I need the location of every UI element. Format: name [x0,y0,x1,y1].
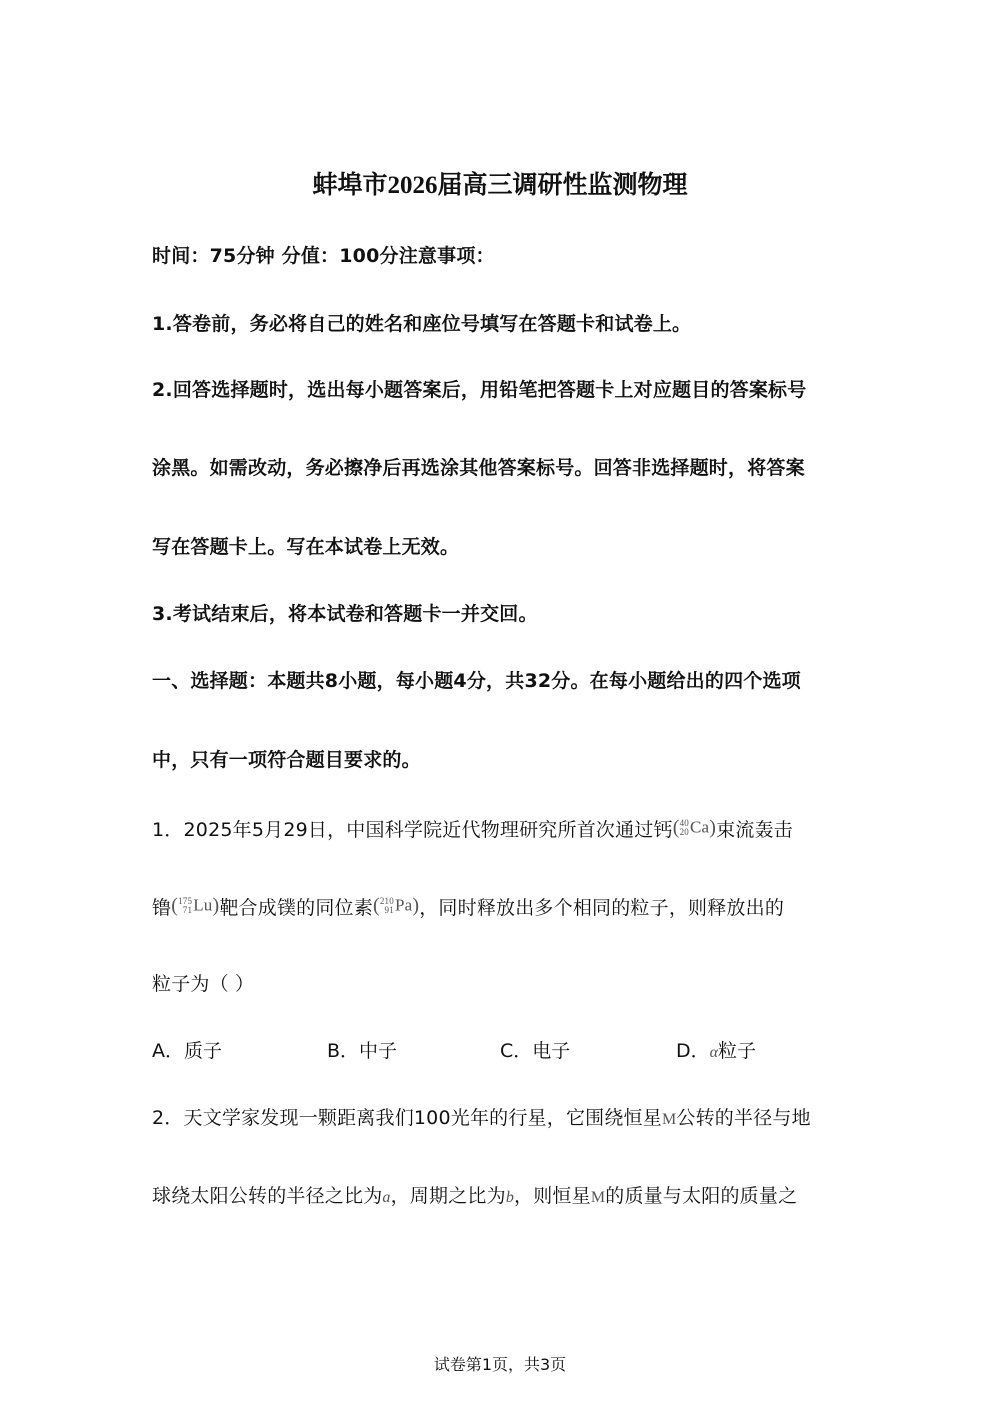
q1-text: 镥 [152,897,172,919]
q2-text: 球绕太阳公转的半径之比为 [152,1185,383,1207]
notice-line-3: 涂黑。如需改动，务必擦净后再选涂其他答案标号。回答非选择题时，将答案 [152,457,805,479]
isotope-symbol: Ca [690,817,710,837]
ratio-symbol-b: b [505,1189,515,1206]
isotope-atomic: 20 [679,826,689,837]
ratio-symbol-a: a [382,1189,391,1206]
q1-text: 1．2025年5月29日，中国科学院近代物理研究所首次通过钙 [152,819,673,841]
exam-info: 时间：75分钟 分值：100分注意事项： [152,245,495,267]
notice-line-4: 写在答题卡上。写在本试卷上无效。 [152,536,460,558]
option-prefix: D． [676,1040,710,1062]
isotope-protactinium: ( 210 91 Pa) [372,894,420,917]
isotope-atomic: 71 [182,904,193,915]
isotope-mass: 40 [679,817,689,828]
alpha-symbol: α [709,1044,719,1061]
q1-text: 束流轰击 [716,819,793,841]
q1-option-d [676,1037,756,1067]
q2-text: ，则恒星 [514,1185,591,1207]
notice-line-2: 2.回答选择题时，选出每小题答案后，用铅笔把答题卡上对应题目的答案标号 [152,379,807,401]
q1-option-a: A．质子 [152,1040,222,1062]
q2-line-1 [152,1104,811,1134]
isotope-calcium: ( 40 20 Ca) [672,816,717,839]
q1-option-b: B．中子 [327,1040,398,1062]
notice-line-5: 3.考试结束后，将本试卷和答题卡一并交回。 [152,603,538,625]
star-symbol: M [590,1189,606,1206]
isotope-atomic: 91 [384,904,394,915]
isotope-mass: 175 [178,895,193,906]
page-footer: 试卷第1页，共3页 [433,1355,567,1374]
q1-text: 靶合成镤的同位素 [219,897,373,919]
q1-line-3: 粒子为（ ） [152,973,255,995]
isotope-symbol: Lu [193,895,213,915]
q2-line-2 [152,1182,797,1212]
option-suffix: 粒子 [718,1040,757,1062]
isotope-symbol: Pa [394,895,413,915]
section-heading-line-2: 中，只有一项符合题目要求的。 [152,749,421,771]
q2-text: 的质量与太阳的质量之 [605,1185,798,1207]
page-title: 蚌埠市2026届高三调研性监测物理 [312,172,688,199]
q2-text: 2．天文学家发现一颗距离我们100光年的行星，它围绕恒星 [152,1107,662,1129]
q1-option-c: C．电子 [500,1040,571,1062]
q1-line-2 [152,891,784,922]
isotope-lutetium: ( 175 71 Lu) [171,894,220,917]
star-symbol: M [661,1111,677,1128]
isotope-mass: 210 [379,895,394,906]
notice-line-1: 1.答卷前，务必将自己的姓名和座位号填写在答题卡和试卷上。 [152,313,692,335]
q1-text: ，同时释放出多个相同的粒子，则释放出的 [419,897,785,919]
q2-text: 公转的半径与地 [676,1107,811,1129]
q2-text: ，周期之比为 [390,1185,506,1207]
section-heading-line-1: 一、选择题：本题共8小题，每小题4分，共32分。在每小题给出的四个选项 [152,670,801,692]
q1-line-1 [152,813,793,844]
